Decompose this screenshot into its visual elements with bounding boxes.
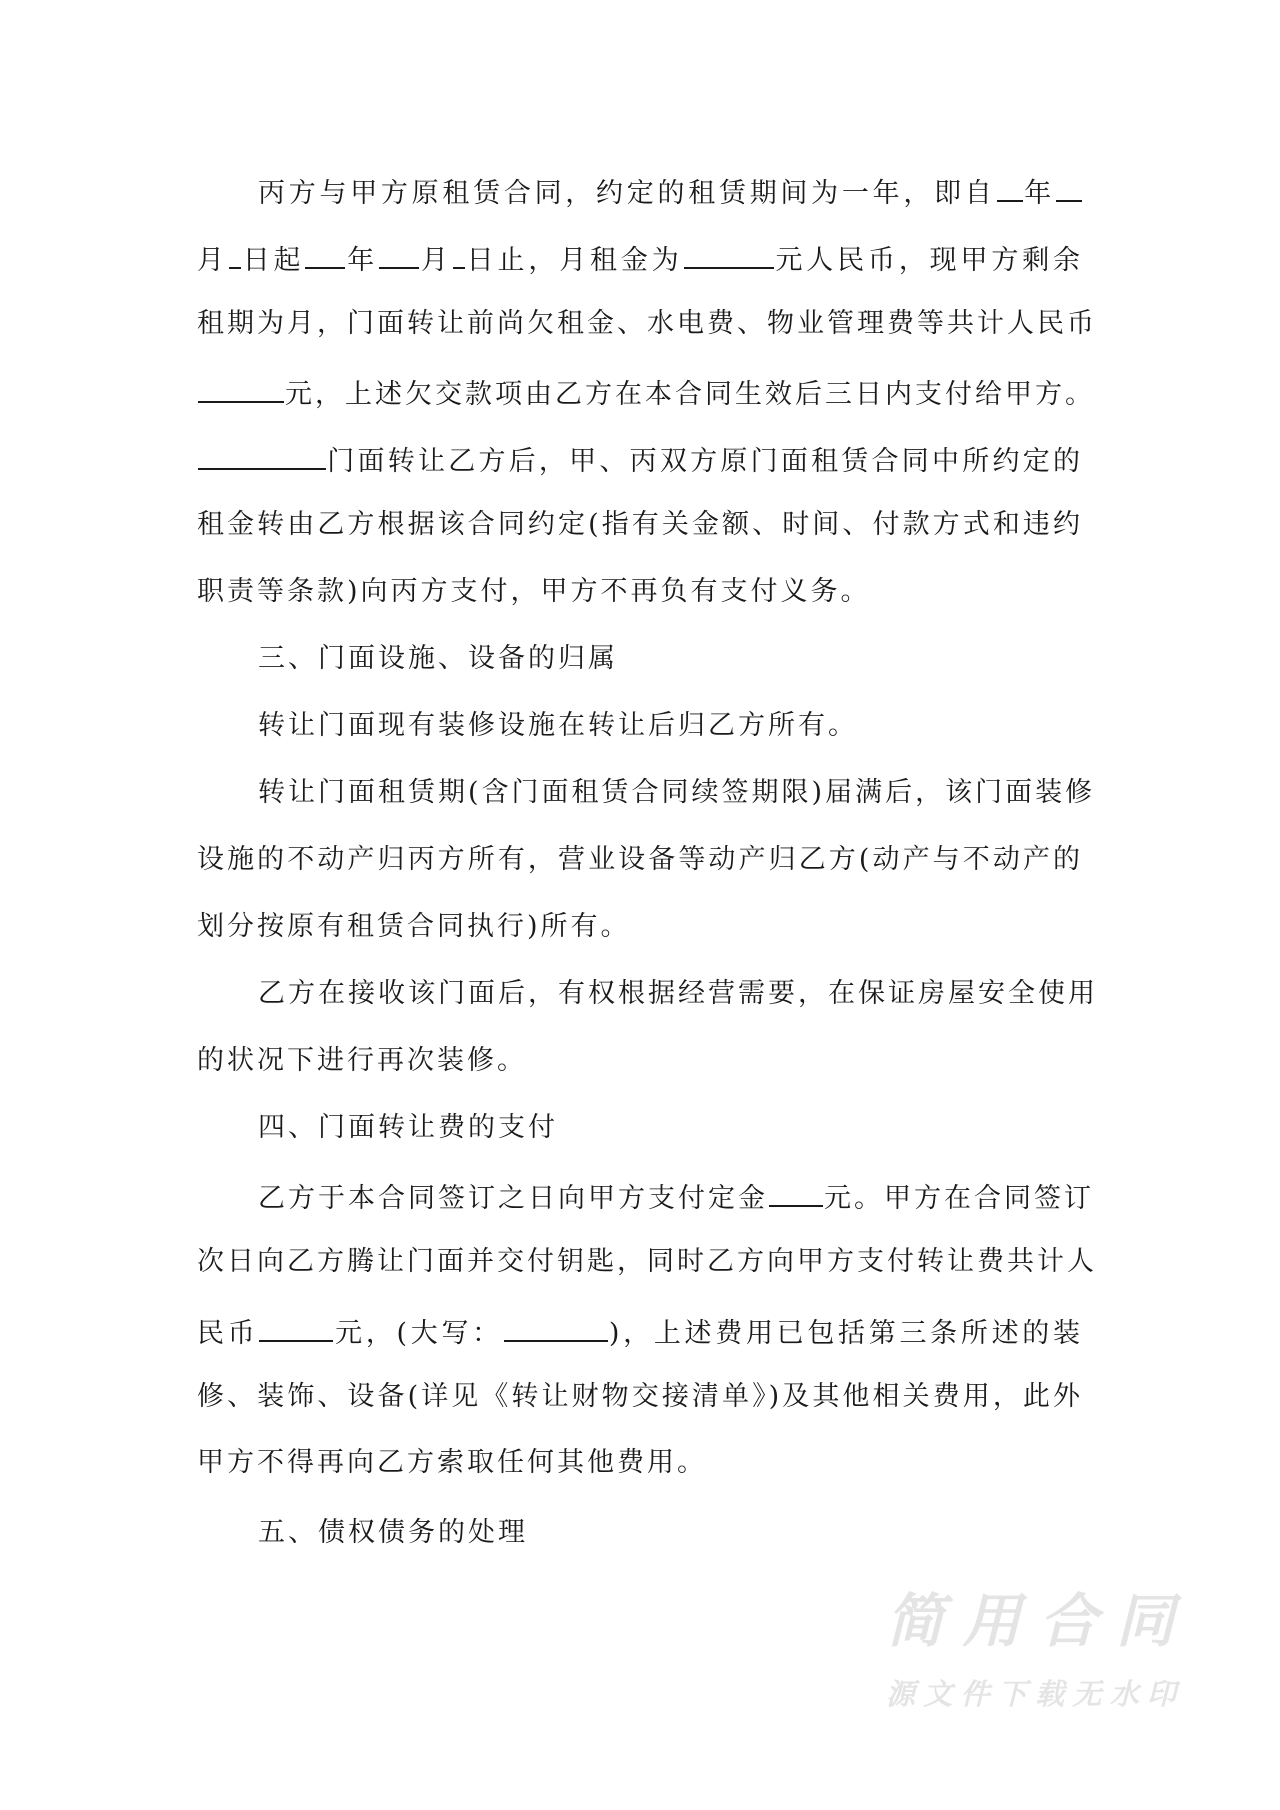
section-heading: 四、门面转让费的支付 bbox=[258, 1112, 558, 1143]
watermark-tagline: 源文件下载无水印 bbox=[886, 1677, 1178, 1711]
paragraph-line bbox=[258, 1175, 1094, 1215]
text-fragment: 民币 bbox=[197, 1318, 259, 1349]
paragraph-line: 转让门面租赁期(含门面租赁合同续签期限)届满后，该门面装修 bbox=[258, 777, 1096, 808]
paragraph-line: 甲方不得再向乙方索取任何其他费用。 bbox=[197, 1447, 707, 1478]
blank-day-start bbox=[229, 237, 241, 269]
blank-year-start bbox=[997, 170, 1023, 202]
blank-monthly-rent bbox=[684, 237, 774, 269]
paragraph-line: 转让门面现有装修设施在转让后归乙方所有。 bbox=[258, 710, 858, 741]
blank-deposit-amount bbox=[769, 1175, 823, 1207]
paragraph-line: 租期为月，门面转让前尚欠租金、水电费、物业管理费等共计人民币 bbox=[197, 308, 1097, 339]
text-fragment: 元，上述欠交款项由乙方在本合同生效后三日内支付给甲方。 bbox=[285, 379, 1095, 410]
paragraph-line: 乙方在接收该门面后，有权根据经营需要，在保证房屋安全使用 bbox=[258, 978, 1098, 1009]
blank-party bbox=[198, 438, 326, 470]
blank-month-end bbox=[379, 237, 419, 269]
blank-year-end bbox=[305, 237, 345, 269]
paragraph-line: 设施的不动产归丙方所有，营业设备等动产归乙方(动产与不动产的 bbox=[197, 844, 1083, 875]
blank-fee-in-words bbox=[504, 1310, 608, 1342]
paragraph-line: 划分按原有租赁合同执行)所有。 bbox=[197, 911, 631, 942]
text-fragment: 日起 bbox=[241, 245, 305, 276]
paragraph-line: 的状况下进行再次装修。 bbox=[197, 1045, 527, 1076]
text-fragment: )，上述费用已包括第三条所述的装 bbox=[608, 1318, 1083, 1349]
paragraph-line bbox=[258, 170, 1083, 210]
blank-transfer-fee bbox=[259, 1310, 333, 1342]
text-fragment: 元。甲方在合同签订 bbox=[824, 1183, 1094, 1214]
paragraph-line: 修、装饰、设备(详见《转让财物交接清单》)及其他相关费用，此外 bbox=[197, 1381, 1083, 1412]
paragraph-line: 租金转由乙方根据该合同约定(指有关金额、时间、付款方式和违约 bbox=[197, 509, 1083, 540]
text-fragment: 月 bbox=[197, 245, 228, 276]
paragraph-line bbox=[197, 237, 1083, 277]
text-fragment: 乙方于本合同签订之日向甲方支付定金 bbox=[258, 1183, 768, 1214]
blank-arrears-amount bbox=[198, 371, 284, 403]
blank-month-start bbox=[1056, 170, 1082, 202]
paragraph-line: 次日向乙方腾让门面并交付钥匙，同时乙方向甲方支付转让费共计人 bbox=[197, 1246, 1097, 1277]
text-fragment: 年 bbox=[346, 245, 379, 276]
text-fragment: 月 bbox=[420, 245, 452, 276]
text-fragment: 元，(大写： bbox=[334, 1318, 503, 1349]
paragraph-line bbox=[197, 1310, 1083, 1350]
text-fragment: 门面转让乙方后，甲、丙双方原门面租赁合同中所约定的 bbox=[327, 446, 1083, 477]
text-fragment: 日止，月租金为 bbox=[465, 245, 683, 276]
paragraph-line bbox=[197, 438, 1083, 478]
blank-day-end bbox=[453, 237, 465, 269]
paragraph-line: 职责等条款)向丙方支付，甲方不再负有支付义务。 bbox=[197, 576, 871, 607]
watermark-brand: 简用合同 bbox=[886, 1587, 1178, 1655]
text-fragment: 丙方与甲方原租赁合同，约定的租赁期间为一年，即自 bbox=[258, 178, 996, 209]
paragraph-line bbox=[197, 371, 1095, 411]
text-fragment: 元人民币，现甲方剩余 bbox=[774, 245, 1084, 276]
section-heading: 三、门面设施、设备的归属 bbox=[258, 643, 618, 674]
text-fragment: 年 bbox=[1023, 178, 1056, 209]
section-heading: 五、债权债务的处理 bbox=[258, 1517, 528, 1548]
